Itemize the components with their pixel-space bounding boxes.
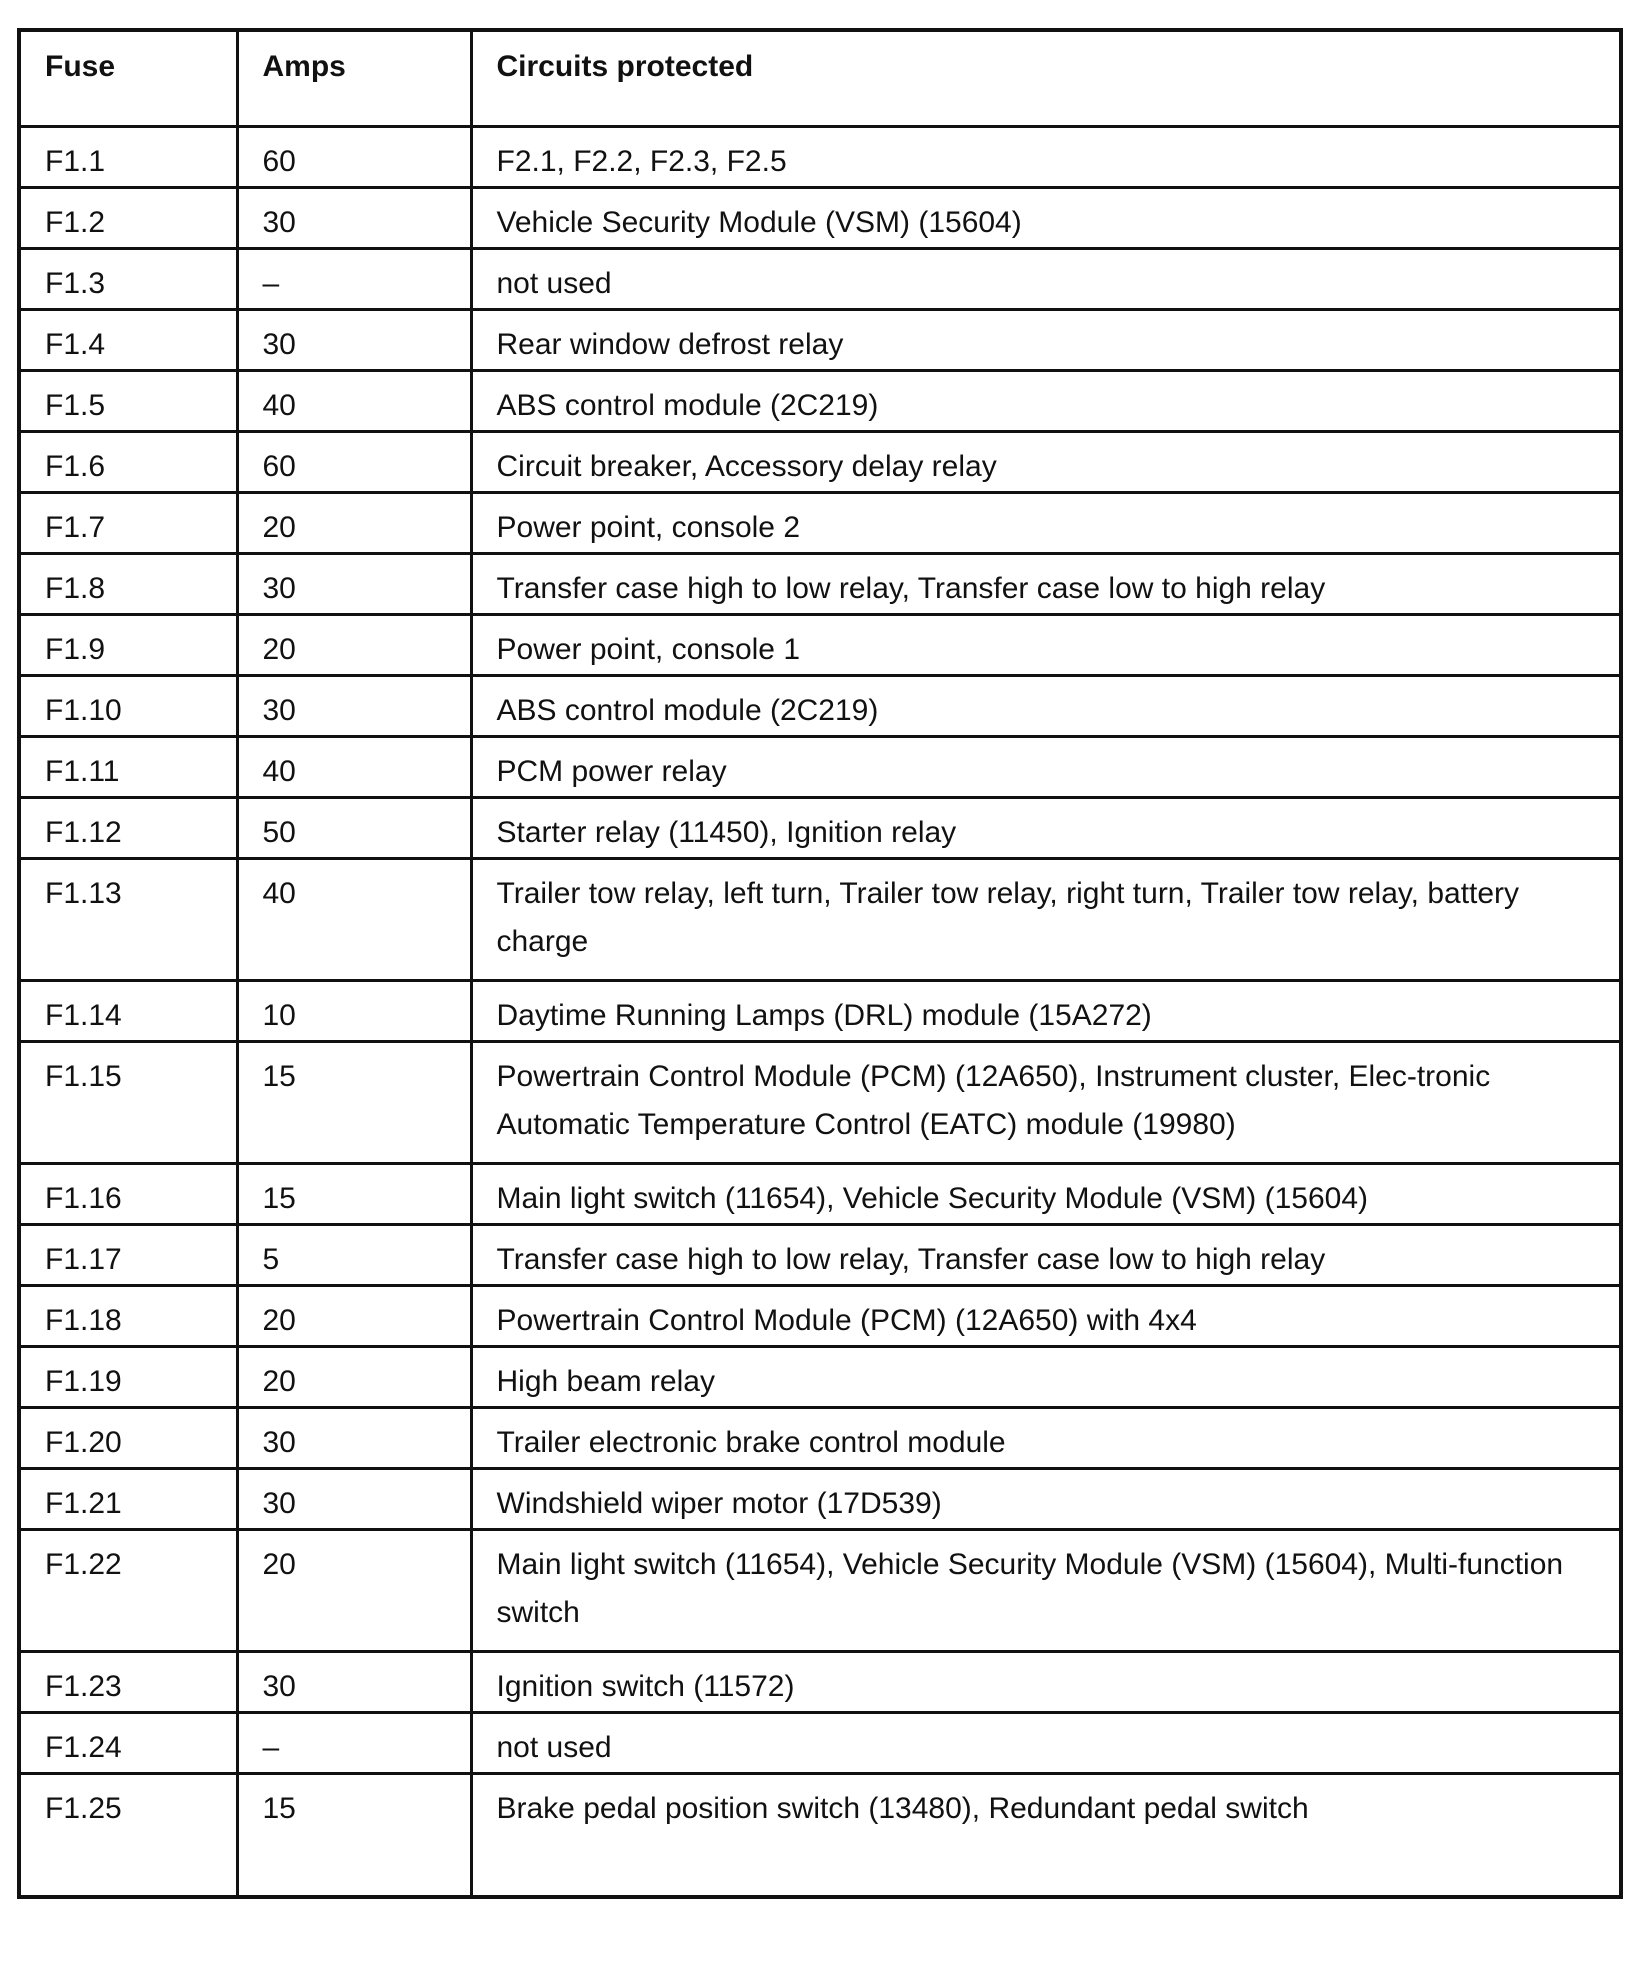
circuits-cell: Windshield wiper motor (17D539) <box>471 1468 1621 1529</box>
circuits-cell: Vehicle Security Module (VSM) (15604) <box>471 187 1621 248</box>
table-row <box>19 797 1621 858</box>
amps-cell: 15 <box>237 1773 471 1897</box>
fuse-cell: F1.7 <box>19 492 237 553</box>
table-row <box>19 1285 1621 1346</box>
table-row <box>19 553 1621 614</box>
table-row <box>19 1529 1621 1651</box>
table-row <box>19 736 1621 797</box>
table-row <box>19 492 1621 553</box>
table-row <box>19 1346 1621 1407</box>
fuse-cell: F1.1 <box>19 126 237 187</box>
table-row <box>19 1224 1621 1285</box>
amps-cell: 20 <box>237 614 471 675</box>
fuse-cell: F1.6 <box>19 431 237 492</box>
circuits-cell: not used <box>471 1712 1621 1773</box>
circuits-cell: Power point, console 2 <box>471 492 1621 553</box>
fuse-cell: F1.15 <box>19 1041 237 1163</box>
amps-cell: 30 <box>237 1407 471 1468</box>
circuits-cell: Transfer case high to low relay, Transfer case low to high relay <box>471 553 1621 614</box>
amps-cell: 40 <box>237 370 471 431</box>
fuse-cell: F1.19 <box>19 1346 237 1407</box>
fuse-cell: F1.2 <box>19 187 237 248</box>
header-row <box>19 30 1621 126</box>
table-row <box>19 309 1621 370</box>
table-row <box>19 1163 1621 1224</box>
circuits-cell: ABS control module (2C219) <box>471 675 1621 736</box>
fuse-cell: F1.22 <box>19 1529 237 1651</box>
fuse-cell: F1.17 <box>19 1224 237 1285</box>
table-header <box>19 30 1621 126</box>
table-row <box>19 1712 1621 1773</box>
circuits-cell: Transfer case high to low relay, Transfer case low to high relay <box>471 1224 1621 1285</box>
amps-cell: 30 <box>237 675 471 736</box>
fuse-cell: F1.13 <box>19 858 237 980</box>
circuits-cell: Powertrain Control Module (PCM) (12A650) with 4x4 <box>471 1285 1621 1346</box>
table-row <box>19 1468 1621 1529</box>
circuits-cell: Trailer tow relay, left turn, Trailer tow relay, right turn, Trailer tow relay, battery charge <box>471 858 1621 980</box>
fuse-cell: F1.8 <box>19 553 237 614</box>
amps-cell: 40 <box>237 736 471 797</box>
circuits-cell: Brake pedal position switch (13480), Redundant pedal switch <box>471 1773 1621 1897</box>
table-row <box>19 614 1621 675</box>
amps-cell: 10 <box>237 980 471 1041</box>
fuse-cell: F1.5 <box>19 370 237 431</box>
circuits-cell: Rear window defrost relay <box>471 309 1621 370</box>
amps-cell: 20 <box>237 492 471 553</box>
table-body <box>19 126 1621 1897</box>
amps-cell: 30 <box>237 1651 471 1712</box>
amps-cell: 20 <box>237 1529 471 1651</box>
amps-cell: 30 <box>237 553 471 614</box>
fuse-cell: F1.12 <box>19 797 237 858</box>
fuse-cell: F1.14 <box>19 980 237 1041</box>
fuse-table <box>17 28 1623 1899</box>
circuits-cell: Trailer electronic brake control module <box>471 1407 1621 1468</box>
table-row <box>19 1041 1621 1163</box>
amps-cell: – <box>237 1712 471 1773</box>
table-row <box>19 1773 1621 1897</box>
circuits-cell: PCM power relay <box>471 736 1621 797</box>
amps-cell: 40 <box>237 858 471 980</box>
fuse-table-container <box>17 28 1619 1899</box>
fuse-cell: F1.11 <box>19 736 237 797</box>
circuits-cell: not used <box>471 248 1621 309</box>
fuse-cell: F1.10 <box>19 675 237 736</box>
amps-cell: 30 <box>237 187 471 248</box>
header-circuits: Circuits protected <box>471 30 1621 126</box>
fuse-cell: F1.25 <box>19 1773 237 1897</box>
circuits-cell: Ignition switch (11572) <box>471 1651 1621 1712</box>
table-row <box>19 675 1621 736</box>
circuits-cell: Main light switch (11654), Vehicle Security Module (VSM) (15604), Multi-function switch <box>471 1529 1621 1651</box>
circuits-cell: Power point, console 1 <box>471 614 1621 675</box>
circuits-cell: Circuit breaker, Accessory delay relay <box>471 431 1621 492</box>
table-row <box>19 1407 1621 1468</box>
fuse-cell: F1.23 <box>19 1651 237 1712</box>
fuse-cell: F1.24 <box>19 1712 237 1773</box>
amps-cell: 15 <box>237 1041 471 1163</box>
circuits-cell: Starter relay (11450), Ignition relay <box>471 797 1621 858</box>
table-row <box>19 431 1621 492</box>
fuse-cell: F1.4 <box>19 309 237 370</box>
fuse-cell: F1.21 <box>19 1468 237 1529</box>
header-fuse: Fuse <box>19 30 237 126</box>
table-row <box>19 858 1621 980</box>
amps-cell: 60 <box>237 431 471 492</box>
fuse-cell: F1.16 <box>19 1163 237 1224</box>
amps-cell: 30 <box>237 309 471 370</box>
fuse-cell: F1.3 <box>19 248 237 309</box>
circuits-cell: Main light switch (11654), Vehicle Security Module (VSM) (15604) <box>471 1163 1621 1224</box>
amps-cell: 20 <box>237 1346 471 1407</box>
circuits-cell: High beam relay <box>471 1346 1621 1407</box>
table-row <box>19 126 1621 187</box>
table-row <box>19 187 1621 248</box>
amps-cell: 5 <box>237 1224 471 1285</box>
amps-cell: 30 <box>237 1468 471 1529</box>
table-row <box>19 1651 1621 1712</box>
table-row <box>19 980 1621 1041</box>
circuits-cell: F2.1, F2.2, F2.3, F2.5 <box>471 126 1621 187</box>
table-row <box>19 370 1621 431</box>
fuse-cell: F1.18 <box>19 1285 237 1346</box>
amps-cell: 60 <box>237 126 471 187</box>
amps-cell: 50 <box>237 797 471 858</box>
fuse-cell: F1.9 <box>19 614 237 675</box>
table-row <box>19 248 1621 309</box>
header-amps: Amps <box>237 30 471 126</box>
circuits-cell: ABS control module (2C219) <box>471 370 1621 431</box>
amps-cell: 20 <box>237 1285 471 1346</box>
fuse-cell: F1.20 <box>19 1407 237 1468</box>
circuits-cell: Daytime Running Lamps (DRL) module (15A272) <box>471 980 1621 1041</box>
amps-cell: 15 <box>237 1163 471 1224</box>
circuits-cell: Powertrain Control Module (PCM) (12A650), Instrument cluster, Elec-tronic Automatic Temperature Control (EATC) module (19980) <box>471 1041 1621 1163</box>
amps-cell: – <box>237 248 471 309</box>
